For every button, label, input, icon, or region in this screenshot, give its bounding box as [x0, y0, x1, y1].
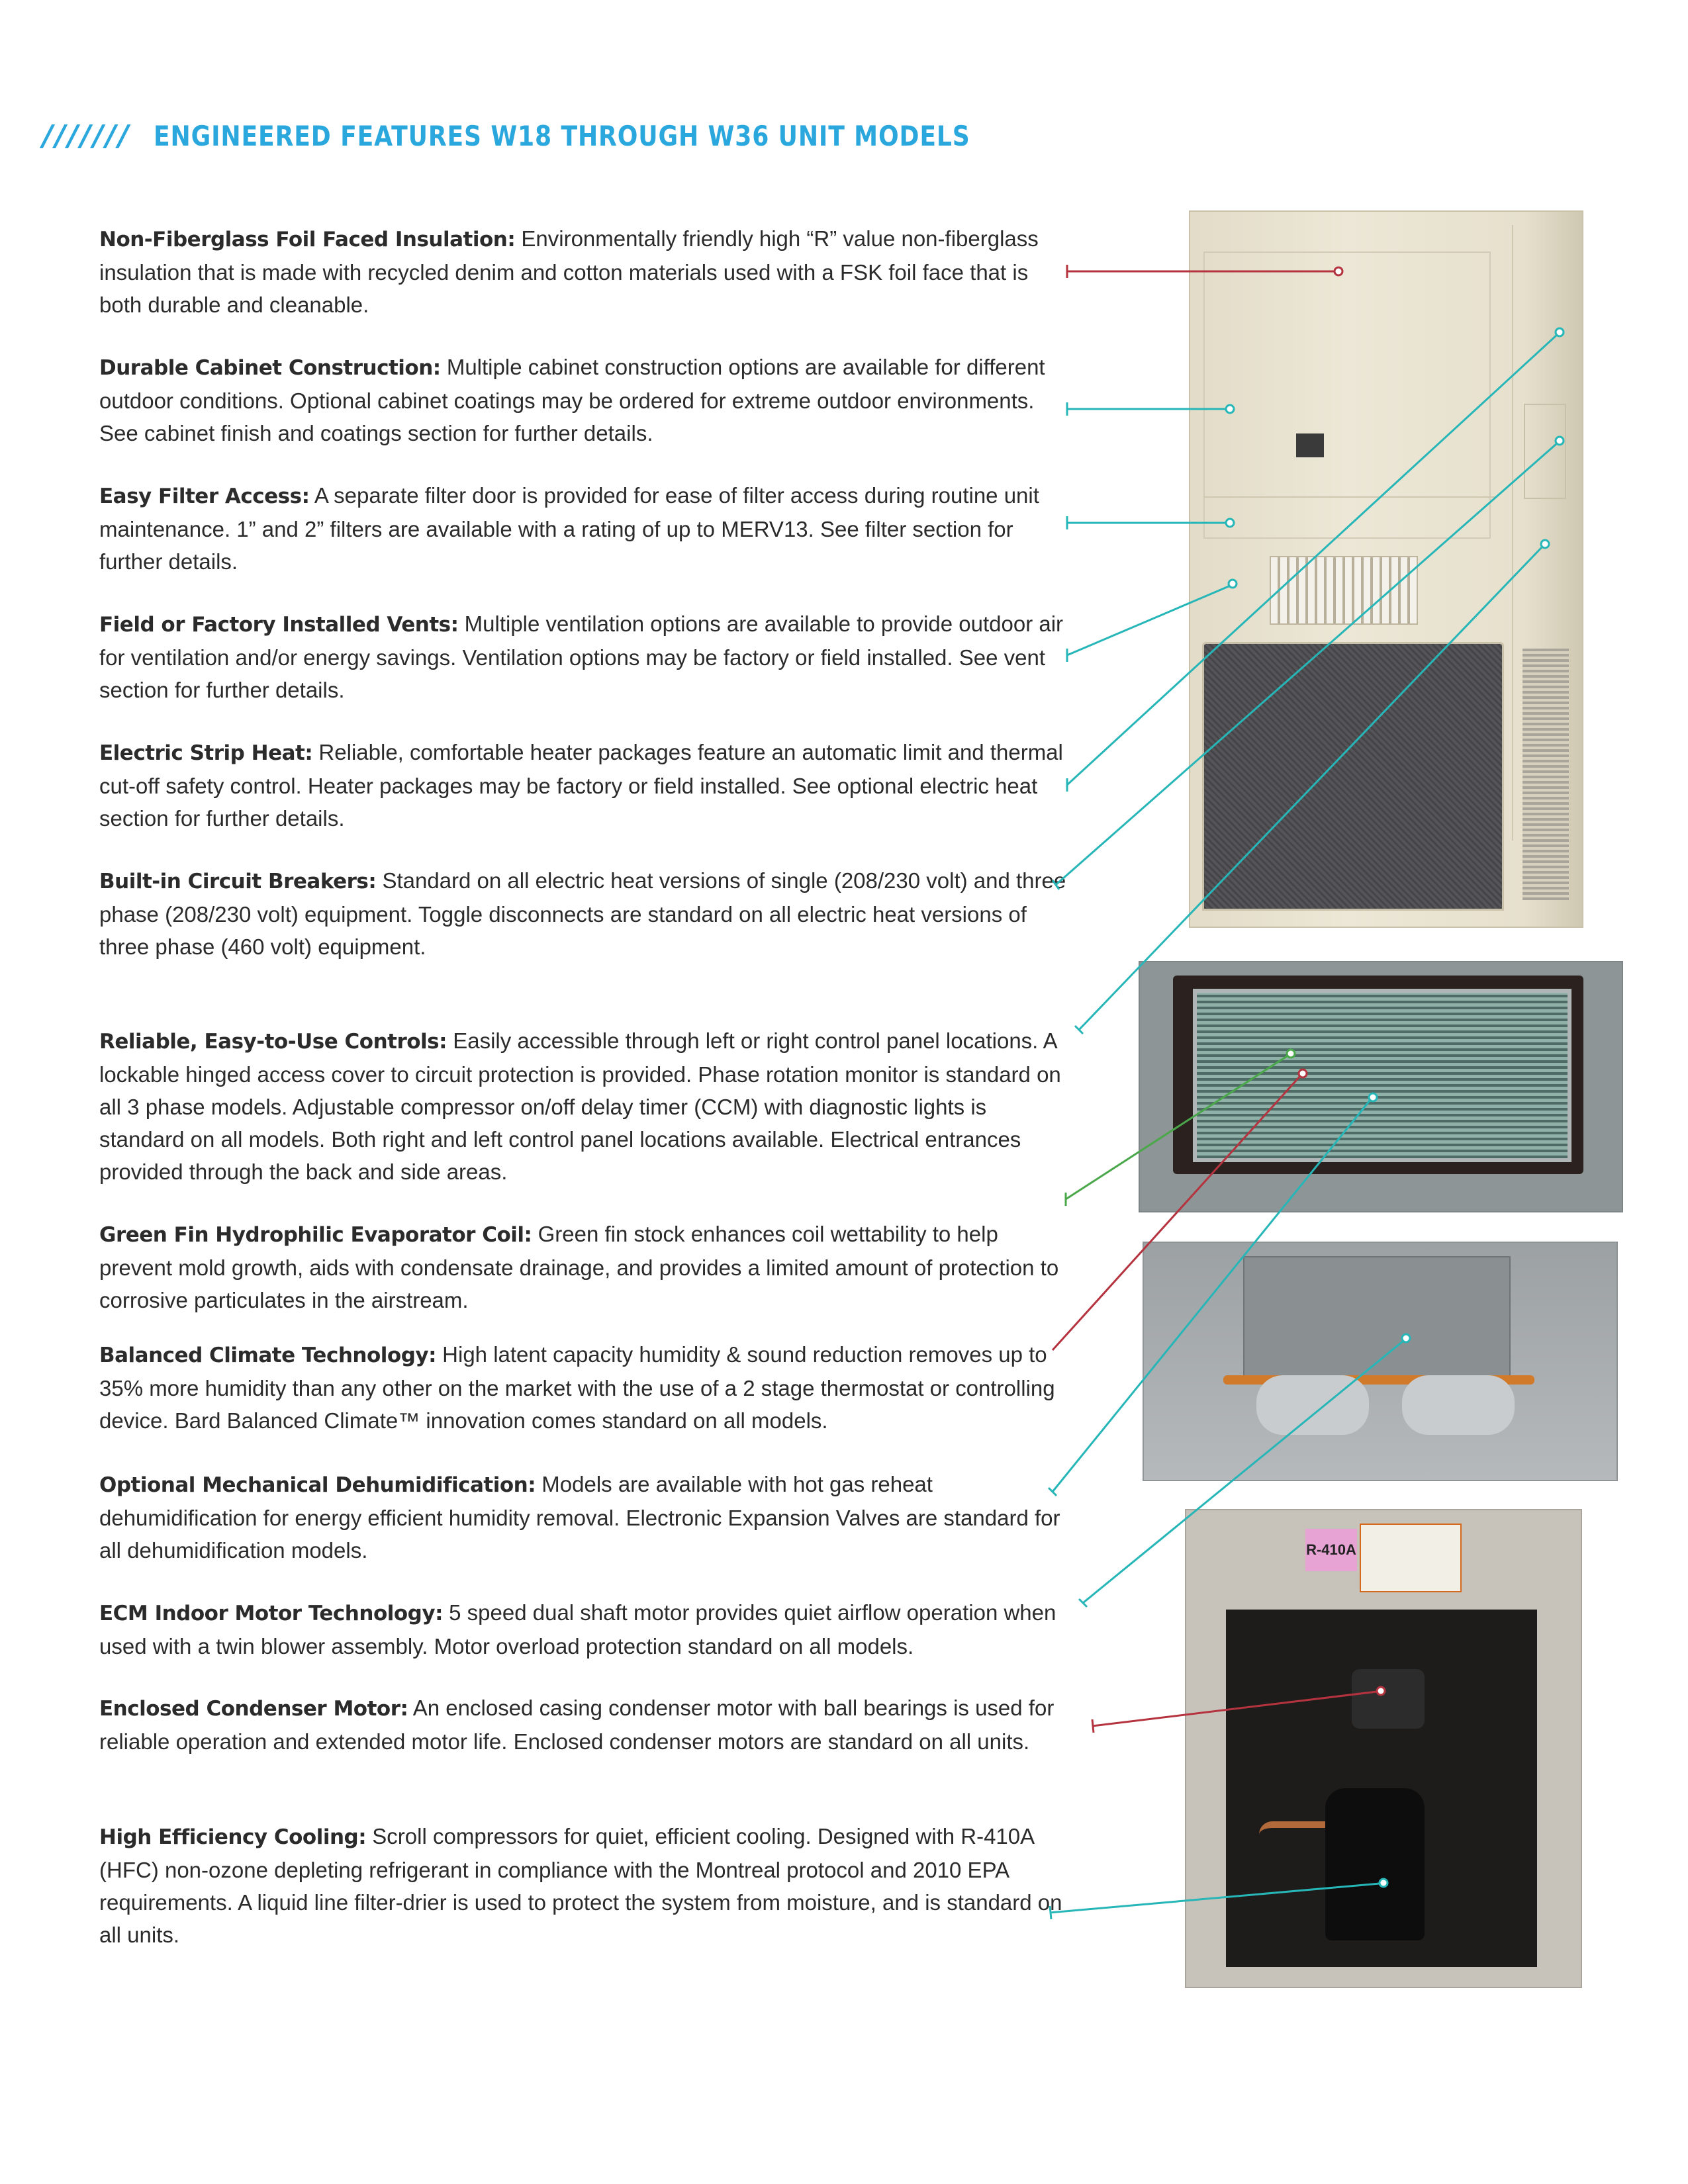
feature-name: High Efficiency Cooling:	[99, 1825, 367, 1849]
feature-name: Enclosed Condenser Motor:	[99, 1697, 408, 1721]
feature-name: Built-in Circuit Breakers:	[99, 870, 377, 893]
feature-name: Reliable, Easy-to-Use Controls:	[99, 1030, 447, 1054]
leader-ecm-motor	[1079, 1334, 1410, 1607]
feature-text: High latent capacity humidity & sound reduction removes up to 35% more humidity than any other on the market with the use of a 2 stage thermostat or controlling device. Bard Balanced Climate™ innovation comes standard on all models.	[99, 1342, 1055, 1433]
feature-name: Easy Filter Access:	[99, 484, 310, 508]
feature-text: Standard on all electric heat versions of single (208/230 volt) and three phase (208/230 volt) equipment. Toggle disconnects are standard on all electric heat versions of three phase (460 volt) equipment.	[99, 868, 1066, 959]
leader-strip-heat	[1067, 328, 1564, 792]
feature-name: ECM Indoor Motor Technology:	[99, 1602, 443, 1625]
page-title: ENGINEERED FEATURES W18 THROUGH W36 UNIT MODELS	[153, 120, 970, 152]
leader-evaporator-coil	[1066, 1050, 1295, 1206]
leader-controls	[1075, 540, 1549, 1034]
leader-filter	[1067, 516, 1234, 529]
feature-text: 5 speed dual shaft motor provides quiet airflow operation when used with a twin blower assembly. Motor overload protection standard on all models.	[99, 1600, 1056, 1659]
feature-name: Balanced Climate Technology:	[99, 1343, 436, 1367]
header-slashes: ///////	[42, 119, 131, 153]
leader-dehumidification	[1049, 1093, 1377, 1496]
leader-balanced-climate	[1053, 1069, 1307, 1350]
feature-text: Multiple ventilation options are available to provide outdoor air for ventilation and/or energy savings. Ventilation options may be factory or field installed. See vent section for further details.	[99, 612, 1064, 702]
feature-text: Environmentally friendly high “R” value non-fiberglass insulation that is made with recycled denim and cotton materials used with a FSK foil face that is both durable and cleanable.	[99, 226, 1039, 317]
feature-text: An enclosed casing condenser motor with ball bearings is used for reliable operation and extended motor life. Enclosed condenser motors are standard on all units.	[99, 1696, 1055, 1754]
feature-text: Easily accessible through left or right control panel locations. A lockable hinged access cover to circuit protection is provided. Phase rotation monitor is standard on all 3 phase models. Adjustable compressor on/off delay timer (CCM) with diagnostic lights is standard on all models. Both right and left control panel locations available. Electrical entrances provided through the back and side areas.	[99, 1028, 1061, 1184]
leader-circuit-breakers	[1053, 437, 1564, 889]
feature-text: A separate filter door is provided for ease of filter access during routine unit maintenance. 1” and 2” filters are available with a rating of up to MERV13. See filter section for further details.	[99, 483, 1039, 574]
feature-name: Electric Strip Heat:	[99, 741, 313, 765]
leader-cooling	[1050, 1879, 1387, 1919]
feature-name: Field or Factory Installed Vents:	[99, 613, 459, 637]
feature-name: Durable Cabinet Construction:	[99, 356, 441, 380]
feature-name: Green Fin Hydrophilic Evaporator Coil:	[99, 1223, 532, 1247]
feature-text: Green fin stock enhances coil wettability to help prevent mold growth, aids with condensate drainage, and provides a limited amount of protection to corrosive particulates in the airstream.	[99, 1222, 1059, 1312]
feature-name: Optional Mechanical Dehumidification:	[99, 1473, 536, 1497]
feature-text: Multiple cabinet construction options are available for different outdoor conditions. Optional cabinet coatings may be ordered for extreme outdoor environments. See cabinet finish and coatings section for further details.	[99, 355, 1045, 445]
feature-text: Reliable, comfortable heater packages feature an automatic limit and thermal cut-off safety control. Heater packages may be factory or field installed. See optional electric heat section for further details.	[99, 740, 1063, 831]
leader-cabinet	[1067, 402, 1234, 416]
feature-text: Models are available with hot gas reheat dehumidification for energy efficient humidity removal. Electronic Expansion Valves are standard for all dehumidification models.	[99, 1472, 1060, 1563]
leader-condenser-motor	[1092, 1687, 1385, 1733]
feature-text: Scroll compressors for quiet, efficient cooling. Designed with R-410A (HFC) non-ozone depleting refrigerant in compliance with the Montreal protocol and 2010 EPA requirements. A liquid line filter-drier is used to protect the system from moisture, and is standard on all units.	[99, 1824, 1062, 1947]
feature-name: Non-Fiberglass Foil Faced Insulation:	[99, 228, 516, 251]
refrigerant-label: R-410A	[1305, 1529, 1357, 1571]
leader-insulation	[1067, 265, 1342, 278]
leader-vents	[1067, 580, 1237, 662]
